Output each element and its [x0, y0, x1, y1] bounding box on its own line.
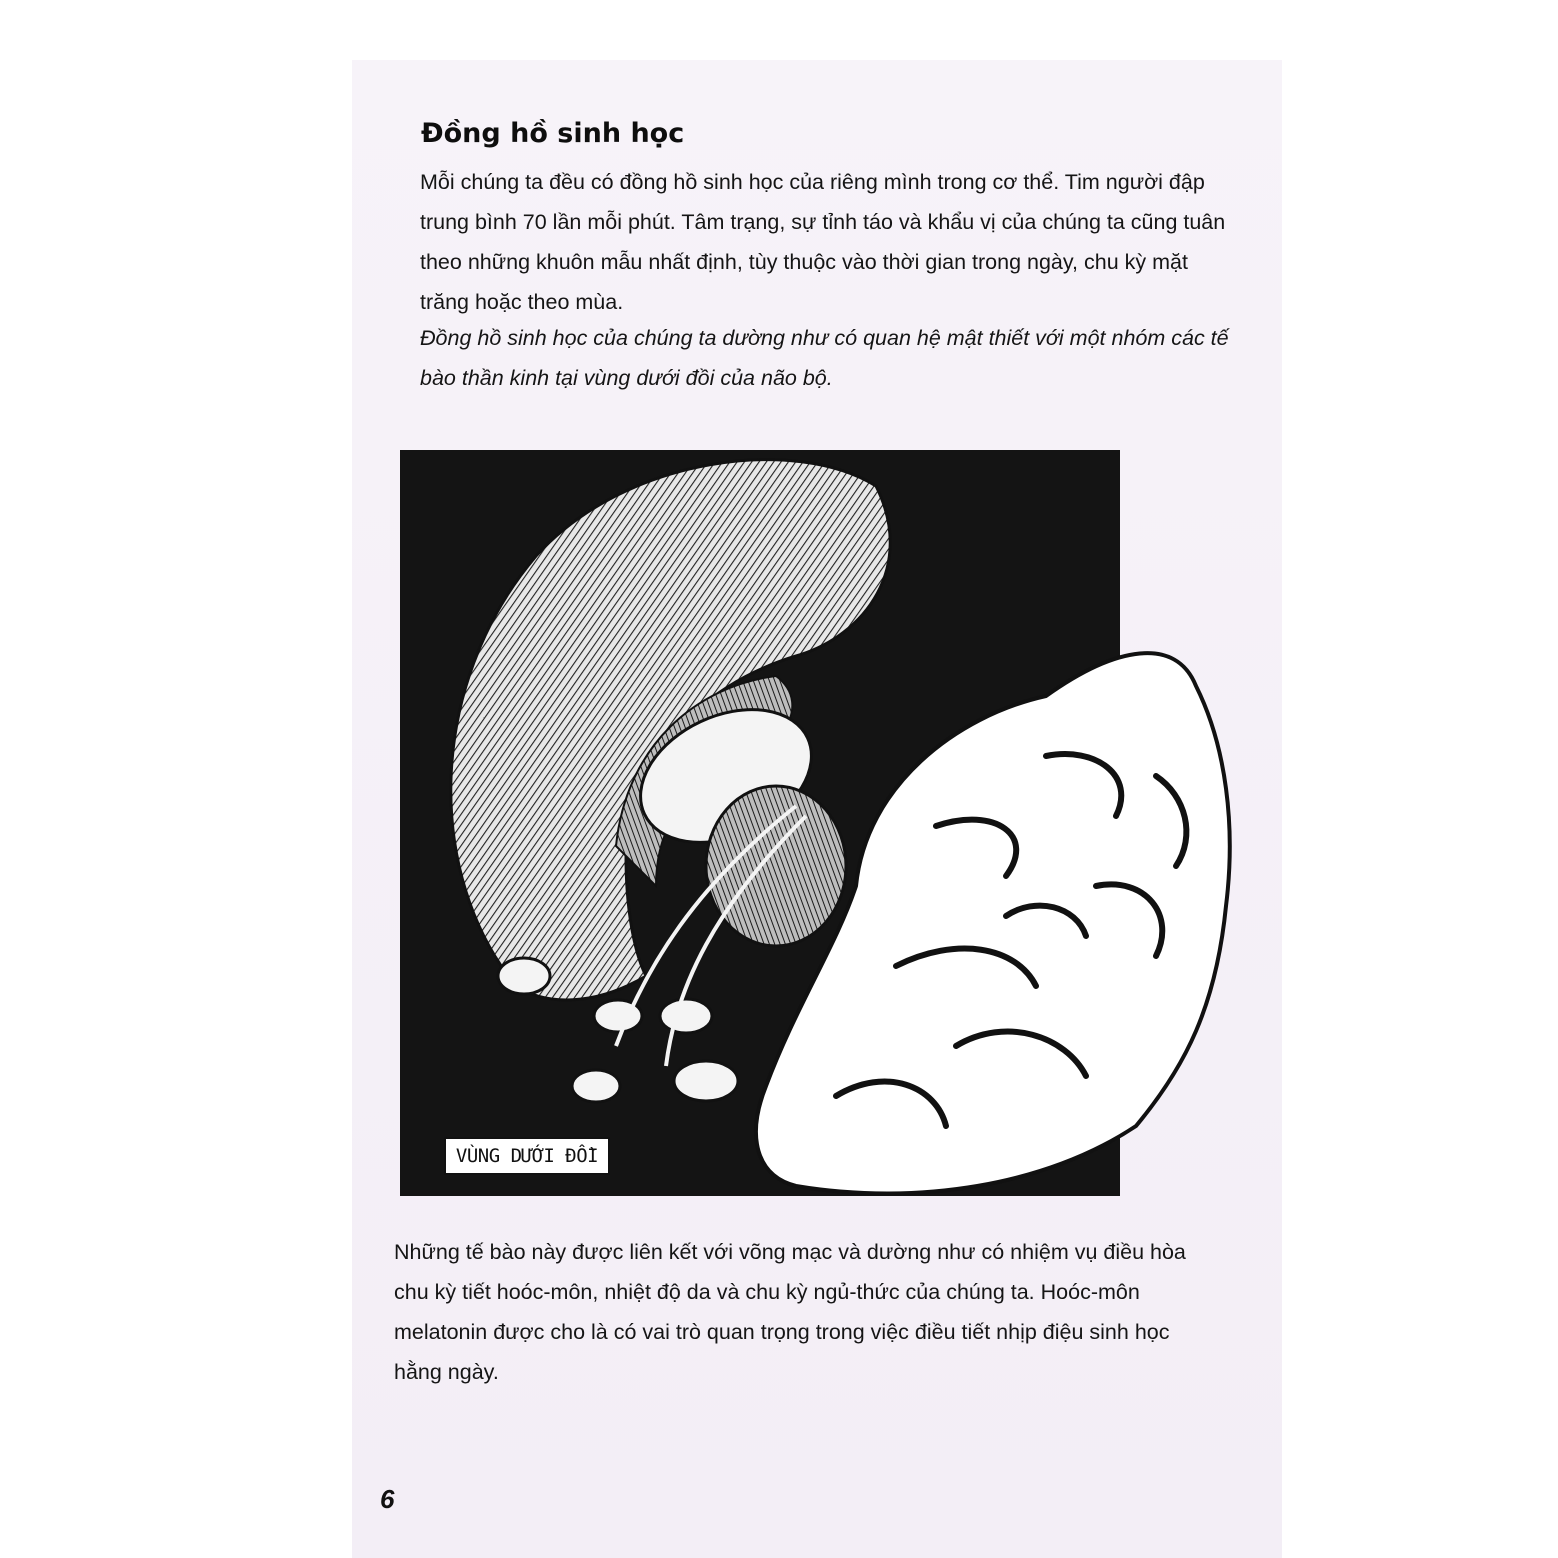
brain-illustration	[396, 446, 1232, 1206]
page-number: 6	[380, 1484, 395, 1514]
body-paragraph-3: Những tế bào này được liên kết với võng mạc và dường như có nhiệm vụ điều hòa chu kỳ tiết hoóc-môn, nhiệt độ da và chu kỳ ngủ-thức của chúng ta. Hoóc-môn melatonin được cho là có vai trò quan trọng trong việc điều tiết nhịp điệu sinh học hằng ngày.	[394, 1240, 1186, 1384]
section-heading: Đồng hồ sinh học	[421, 118, 685, 149]
body-paragraph-2-italic: Đồng hồ sinh học của chúng ta dường như có quan hệ mật thiết với một nhóm các tế bào thần kinh tại vùng dưới đồi của não bộ.	[420, 326, 1229, 390]
nodule-shape	[498, 958, 550, 994]
nodule-shape	[674, 1061, 738, 1101]
inner-core-shape	[706, 786, 846, 946]
body-paragraph-1: Mỗi chúng ta đều có đồng hồ sinh học của riêng mình trong cơ thể. Tim người đập trung bình 70 lần mỗi phút. Tâm trạng, sự tỉnh táo và khẩu vị của chúng ta cũng tuân theo những khuôn mẫu nhất định, tùy thuộc vào thời gian trong ngày, chu kỳ mặt trăng hoặc theo mùa.	[420, 170, 1226, 314]
figure-label-hypothalamus: VÙNG DƯỚI ĐỒI	[444, 1137, 610, 1175]
brain-illustration-svg	[396, 446, 1232, 1206]
nodule-shape	[572, 1070, 620, 1102]
nodule-shape	[660, 999, 712, 1033]
